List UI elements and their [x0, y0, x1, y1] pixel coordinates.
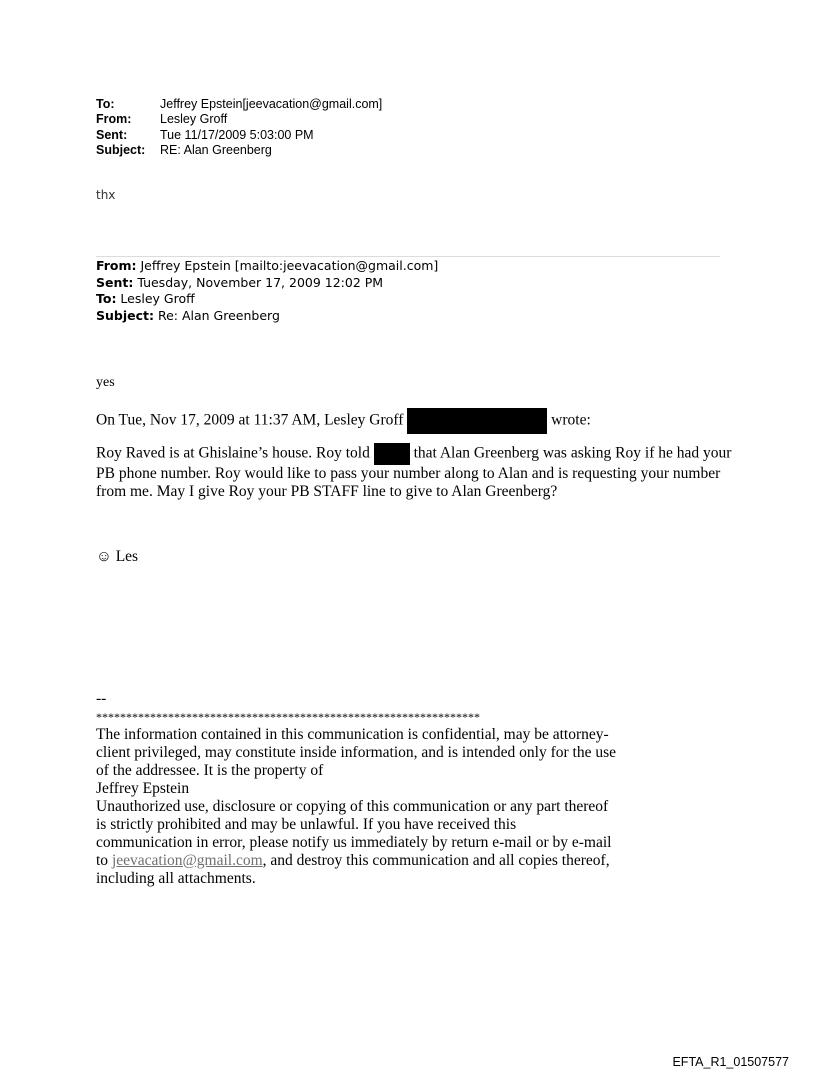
disclaimer-dashes: --: [96, 690, 107, 707]
reply-text: thx: [96, 188, 116, 202]
quoted-to-row: [96, 291, 438, 308]
header-to-row: [96, 97, 382, 112]
message-part-1: Roy Raved is at Ghislaine’s house. Roy told: [96, 444, 374, 462]
to-label: To:: [96, 97, 115, 111]
quoted-from-value: Jeffrey Epstein [mailto:jeevacation@gmail.com]: [136, 258, 439, 273]
original-message: [96, 443, 736, 501]
signature: ☺ Les: [96, 548, 139, 565]
subject-label: Subject:: [96, 142, 146, 157]
quoted-from-row: [96, 258, 438, 275]
subject-value: RE: Alan Greenberg: [160, 142, 272, 157]
message-part-2: that Alan Greenberg was asking Roy if he had your PB phone number. Roy would like to pass your number along to Alan and is requesting your number from me. May I give Roy your PB STAFF line to give to Alan Greenberg?: [96, 444, 732, 500]
disclaimer-owner: Jeffrey Epstein: [96, 780, 190, 797]
quoted-subject-value: Re: Alan Greenberg: [154, 307, 280, 323]
divider: [96, 256, 720, 257]
from-label: From:: [96, 112, 132, 127]
bates-number: EFTA_R1_01507577: [672, 1055, 789, 1069]
header-subject-row: [96, 143, 382, 158]
quoted-to-value: Lesley Groff: [116, 291, 195, 306]
redaction-box: [407, 408, 547, 434]
quoted-sent-row: [96, 275, 438, 292]
quoted-to-label: To:: [96, 291, 117, 306]
quoted-sent-label: Sent:: [96, 274, 134, 290]
attribution-suffix: wrote:: [547, 411, 591, 429]
header-from-row: [96, 112, 382, 127]
disclaimer: [96, 690, 616, 888]
disclaimer-stars: ****************************************************************: [96, 710, 480, 724]
disclaimer-text-2-block: [96, 798, 616, 888]
sent-value: Tue 11/17/2009 5:03:00 PM: [160, 127, 314, 142]
redaction-box: [374, 443, 410, 465]
quoted-header: [96, 258, 438, 324]
disclaimer-text-3: , and destroy this communication and all copies thereof, including all attachments.: [96, 852, 610, 887]
quoted-reply-text: yes: [96, 375, 115, 390]
header-sent-row: [96, 128, 382, 143]
sent-label: Sent:: [96, 127, 128, 142]
quoted-subject-row: [96, 308, 438, 325]
from-value: Lesley Groff: [160, 112, 228, 127]
to-value: Jeffrey Epstein[jeevacation@gmail.com]: [160, 97, 383, 111]
disclaimer-email-link[interactable]: jeevacation@gmail.com: [111, 852, 263, 869]
disclaimer-text-2: Unauthorized use, disclosure or copying of this communication or any part thereof is strictly prohibited and may be unlawful. If you have received this communication in error, please notify us immediately by return e-mail or by e-mail to: [96, 798, 612, 869]
email-header: [96, 97, 382, 158]
quoted-sent-value: Tuesday, November 17, 2009 12:02 PM: [133, 274, 384, 290]
attribution-line: [96, 408, 591, 434]
attribution-prefix: On Tue, Nov 17, 2009 at 11:37 AM, Lesley Groff: [96, 411, 408, 429]
disclaimer-text-1: The information contained in this communication is confidential, may be attorney-client privileged, may constitute inside information, and is intended only for the use of the addressee. It is the property of: [96, 726, 616, 779]
quoted-from-label: From:: [96, 258, 137, 273]
quoted-subject-label: Subject:: [96, 307, 154, 323]
